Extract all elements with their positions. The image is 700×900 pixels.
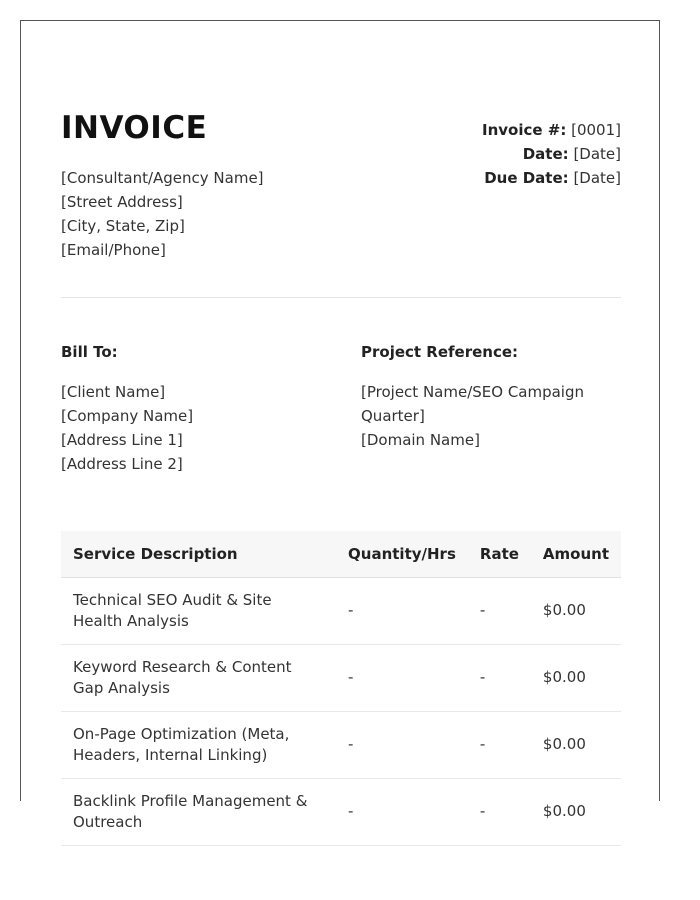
service-description: Keyword Research & Content Gap Analysis <box>61 644 336 711</box>
service-amount: $0.00 <box>531 711 621 778</box>
service-rate: - <box>468 711 531 778</box>
bill-to-client-name: [Client Name] <box>61 383 166 401</box>
service-quantity: - <box>336 711 468 778</box>
service-quantity: - <box>336 577 468 644</box>
project-domain: [Domain Name] <box>361 431 480 449</box>
invoice-due-label: Due Date: <box>484 169 569 187</box>
sender-name: [Consultant/Agency Name] <box>61 169 264 187</box>
sender-street: [Street Address] <box>61 193 183 211</box>
service-amount: $0.00 <box>531 644 621 711</box>
service-rate: - <box>468 577 531 644</box>
bill-to-company-name: [Company Name] <box>61 407 194 425</box>
service-rate: - <box>468 644 531 711</box>
invoice-date-line <box>482 142 621 166</box>
bill-to-lines <box>61 380 351 476</box>
invoice-number-value: [0001] <box>571 121 621 139</box>
services-table-wrap <box>61 531 621 846</box>
table-row <box>61 711 621 778</box>
project-reference-heading: Project Reference: <box>361 343 519 361</box>
bill-to-heading: Bill To: <box>61 343 118 361</box>
project-reference-lines <box>361 380 621 452</box>
sender-city: [City, State, Zip] <box>61 217 185 235</box>
table-header-row <box>61 531 621 577</box>
services-table <box>61 531 621 846</box>
sender-address <box>61 166 264 262</box>
bill-to-address-line-1: [Address Line 1] <box>61 431 183 449</box>
service-description: Technical SEO Audit & Site Health Analysis <box>61 577 336 644</box>
service-amount: $0.00 <box>531 577 621 644</box>
invoice-number-label: Invoice #: <box>481 121 567 139</box>
invoice-due-value: [Date] <box>573 169 621 187</box>
table-row <box>61 577 621 644</box>
bill-to-block <box>61 340 351 476</box>
header-service-description: Service Description <box>61 531 336 577</box>
section-divider <box>61 297 621 298</box>
bill-to-address-line-2: [Address Line 2] <box>61 455 183 473</box>
service-description: On-Page Optimization (Meta, Headers, Internal Linking) <box>61 711 336 778</box>
invoice-meta <box>482 118 621 190</box>
service-description: Backlink Profile Management & Outreach <box>61 778 336 845</box>
service-quantity: - <box>336 778 468 845</box>
invoice-date-label: Date: <box>522 145 569 163</box>
invoice-number-line <box>482 118 621 142</box>
header-rate: Rate <box>468 531 531 577</box>
header-amount: Amount <box>531 531 621 577</box>
service-quantity: - <box>336 644 468 711</box>
invoice-due-line <box>482 166 621 190</box>
invoice-date-value: [Date] <box>573 145 621 163</box>
table-row <box>61 778 621 845</box>
service-rate: - <box>468 778 531 845</box>
project-name: [Project Name/SEO Campaign Quarter] <box>361 383 585 425</box>
service-amount: $0.00 <box>531 778 621 845</box>
project-reference-block <box>361 340 621 452</box>
header-quantity: Quantity/Hrs <box>336 531 468 577</box>
invoice-page <box>20 20 660 831</box>
sender-contact: [Email/Phone] <box>61 241 166 259</box>
table-row <box>61 644 621 711</box>
invoice-title: INVOICE <box>61 110 208 146</box>
